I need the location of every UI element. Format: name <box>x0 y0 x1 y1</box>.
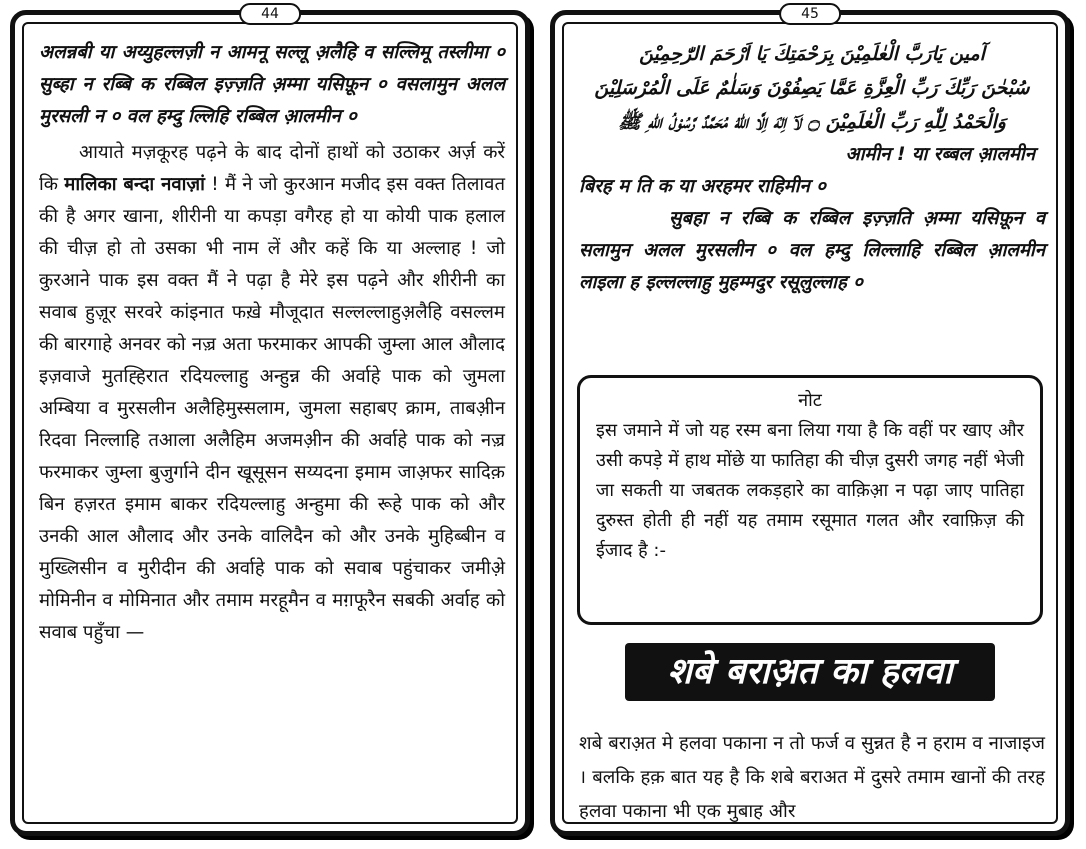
left-page-text <box>39 37 505 649</box>
hindi-dua-1: बिरह म ति क या अरहमर राहिमीन ० <box>579 176 826 197</box>
page-44 <box>10 6 530 836</box>
page-number: 44 <box>239 3 301 25</box>
arabic-line-3: وَالْحَمْدُ لِلّٰهِ رَبِّ الْعٰلَمِیْنَ ۝ لَآ اِلٰهَ اِلَّا اللّٰهُ مُحَمَّدٌ رَّسُوْلُ اللّٰهِ ﷺ <box>618 111 1006 133</box>
right-page-top-text <box>579 37 1045 299</box>
note-body: इस जमाने में जो यह रस्म बना लिया गया है कि वहीं पर खाए और उसी कपड़े में हाथ मोंछे या फातिहा की चीज़ दुसरी जगह नहीं भेजी जा सकती या जबतक लकड़हारे का वाक़िआ़ न पढ़ा जाए पातिहा दुरुस्त होती ही नहीं यह तमाम रसूमात गलत और रवाफ़िज़ की ईजाद है :- <box>596 420 1024 561</box>
para-rest: ! मैं ने जो कुरआन मजीद इस वक्त तिलावत की है अगर खाना, शीरीनी या कपड़ा वगैरह हो या कोयी पाक हलाल की चीज़ हो तो उसका भी नाम लें और कहें कि या अल्लाह ! जो कुरआने पाक इस वक्त मैं ने पढ़ा है मेरे इस पढ़ने और शीरीनी का सवाब हुज़ूर सरवरे कांइनात फख़े मौजूदात सल्लल्लाहुअ़लैहि वसल्लम की बारगाहे अनवर को नज़्र अता फरमाकर आपकी जुम्ला आल औलाद इज़वाजे मुतह्हिरात रदियल्लाहु अन्हुन्न की अर्वाहे पाक को जुमला अम्बिया व मुरसलीन अलैहिमुस्सलाम, जुमला सहाबए क्राम, ताबअ़ीन रिदवा निल्लाहि तआला अलैहिम अजमअ़ीन की अर्वाहे पाक को नज़्र फरमाकर जुम्ला बुजुर्गाने दीन खूसूसन सय्यदना इमाम जाअ़फर सादिक़ बिन हज़रत इमाम बाकर रदियल्लाहु अन्हुमा की रूहे पाक को और उनकी आल औलाद और उनके वालिदैन को और उनके मुहिब्बीन व मुख्लिसीन व मुरीदीन की अर्वाहे पाक को सवाब पहुंचाकर जमीअ़े मोमिनीन व मोमिनात और तमाम मरहूमैन व मग़फूरैन सबकी अर्वाह को सवाब पहुँचा — <box>39 174 505 643</box>
page-45 <box>550 6 1070 836</box>
bold-phrase: मालिका बन्दा नवाज़ां <box>64 174 205 195</box>
note-title: नोट <box>798 390 822 411</box>
closing-text-block <box>579 727 1045 829</box>
closing-text: शबे बराअ़त मे हलवा पकाना न तो फर्ज व सुन्नत है न हराम व नाजाइज । बलकि हक़ बात यह है कि शबे बराअत में दुसरे तमाम खानों की तरह हलवा पकाना भी एक मुबाह और <box>579 733 1045 822</box>
main-paragraph <box>39 137 505 649</box>
intro-dua: अलन्नबी या अय्युहल्लज़ी न आमनू सल्लू अ़लैहि व सल्लिमू तस्लीमा ० सुब्हा न रब्बि क रब्बिल इज़्ज़ति अ़म्मा यसिफ़ून ० वसलामुन अलल मुरसली न ० वल हम्दु ल्लिहि रब्बिल आ़लमीन ० <box>39 42 505 127</box>
note-box <box>577 375 1043 625</box>
section-heading: शबे बराअ़त का हलवा <box>625 643 995 701</box>
page-number: 45 <box>779 3 841 25</box>
hindi-dua-2: सुबहा न रब्बि क रब्बिल इज़्ज़ति अ़म्मा यसिफ़ून व सलामुन अलल मुरसलीन ० वल हम्दु लिल्लाहि रब्बिल आ़लमीन लाइला ह इल्लल्लाहु मुहम्मदुर रसूलुल्लाह ० <box>579 208 1045 293</box>
amin-line: आमीन ! या रब्बल आ़लमीन <box>845 144 1035 165</box>
para-start: आयाते मज़कूरह पढ़ने के बाद दोनों हाथों को उठाकर अर्ज़ करें कि <box>39 142 505 195</box>
arabic-line-2: سُبْحٰنَ رَبِّكَ رَبِّ الْعِزَّةِ عَمَّا یَصِفُوْنَ وَسَلٰمٌ عَلَی الْمُرْسَلِیْنَ <box>594 77 1030 99</box>
arabic-line-1: آمین یَارَبَّ الْعٰلَمِیْنَ بِرَحْمَتِكَ یَا اَرْحَمَ الرّٰحِمِیْنَ <box>639 43 985 65</box>
